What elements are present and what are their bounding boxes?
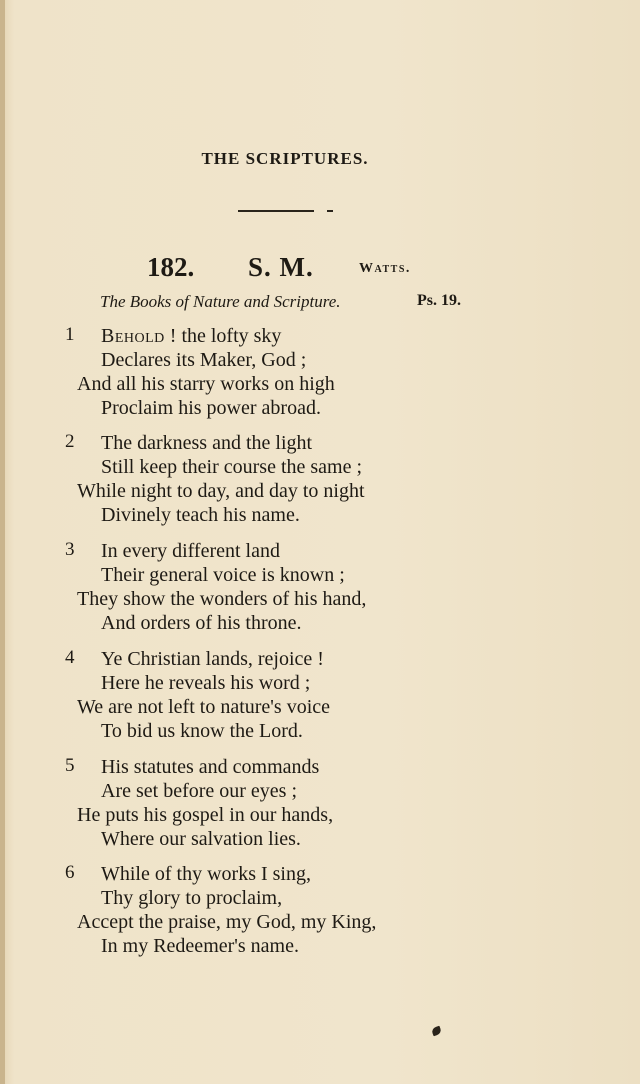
verse-line: Proclaim his power abroad. <box>101 397 321 419</box>
verse-line: Here he reveals his word ; <box>101 672 311 694</box>
hymn-number: 182. <box>147 252 195 282</box>
verse-line: He puts his gospel in our hands, <box>77 804 334 826</box>
hymn-author: Watts. <box>359 261 411 276</box>
hymn-subtitle: The Books of Nature and Scripture. <box>100 292 341 311</box>
verse-line <box>101 324 281 348</box>
verse-line: Are set before our eyes ; <box>101 780 298 802</box>
verse-line: Their general voice is known ; <box>101 564 345 586</box>
psalm-reference: Ps. 19. <box>417 292 461 309</box>
running-head: THE SCRIPTURES. <box>201 149 369 168</box>
verse-line: We are not left to nature's voice <box>77 696 330 718</box>
verse-line: In every different land <box>101 540 280 562</box>
verse-line: In my Redeemer's name. <box>101 935 299 957</box>
verse-line: Accept the praise, my God, my King, <box>77 911 377 933</box>
verse-number: 2 <box>65 431 75 452</box>
verse-line-text: ! the lofty sky <box>169 325 282 347</box>
verse-line: They show the wonders of his hand, <box>77 588 367 610</box>
verse-line: Still keep their course the same ; <box>101 456 363 478</box>
verse-line: While night to day, and day to night <box>77 480 365 502</box>
hymn-header <box>0 252 640 286</box>
verse-line: And all his starry works on high <box>77 373 335 395</box>
verse-number: 6 <box>65 862 75 883</box>
verse-line: While of thy works I sing, <box>101 863 311 885</box>
hymn-meter: S. M. <box>248 252 314 282</box>
verse-line: To bid us know the Lord. <box>101 720 303 742</box>
verse-number: 1 <box>65 324 75 345</box>
ornamental-rule <box>238 210 314 212</box>
ink-mark <box>431 1026 442 1037</box>
verse-line: Declares its Maker, God ; <box>101 349 307 371</box>
verse-first-word: Behold <box>101 325 165 347</box>
ornamental-rule-dot <box>327 210 333 212</box>
verse-number: 3 <box>65 539 75 560</box>
verse-number: 4 <box>65 647 75 668</box>
verse-line: Where our salvation lies. <box>101 828 301 850</box>
verse-line: Divinely teach his name. <box>101 504 300 526</box>
verse-line: Thy glory to proclaim, <box>101 887 283 909</box>
verse-number: 5 <box>65 755 75 776</box>
verse-line: And orders of his throne. <box>101 612 302 634</box>
verse-line: The darkness and the light <box>101 432 313 454</box>
verse-line: Ye Christian lands, rejoice ! <box>101 648 324 670</box>
verse-line: His statutes and commands <box>101 756 320 778</box>
